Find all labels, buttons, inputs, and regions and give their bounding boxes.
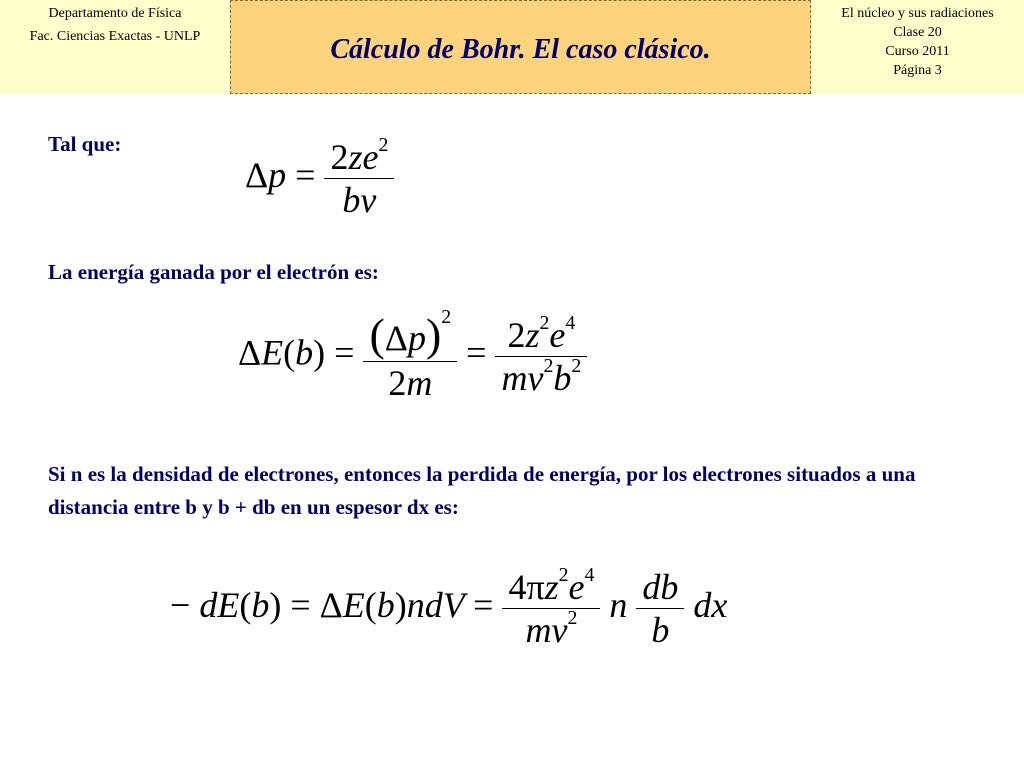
page-title: Cálculo de Bohr. El caso clásico. — [330, 34, 711, 65]
fraction-2z2e4-mv2b2: $\frac{2z^2e^4}{mv^2b^2}$ — [495, 314, 587, 399]
course-year: Curso 2011 — [885, 44, 950, 59]
header-left-panel — [0, 0, 230, 94]
course-name: El núcleo y sus radiaciones — [841, 6, 994, 21]
class-number: Clase 20 — [893, 25, 942, 40]
faculty-label: Fac. Ciencias Exactas - UNLP — [29, 29, 201, 44]
equation-energy-loss: − dE(b) = ΔE(b)ndV = $\frac{4\pi z^2e^4}{mv^2}$ n $\frac{db}{b}$ dx — [170, 564, 728, 650]
fraction-2ze2-bv: $\frac{2ze^2}{bv}$ — [324, 136, 394, 221]
header-right-panel — [811, 0, 1024, 94]
header-title-panel — [230, 0, 811, 94]
text-tal-que: Tal que: — [48, 132, 122, 156]
text-densidad-electrones: Si n es la densidad de electrones, entonces la perdida de energía, por los electrones situados a una distancia entre b y b + db en un espesor dx es: — [48, 462, 916, 519]
page-number: Página 3 — [893, 63, 942, 78]
equation-delta-p: Δp = $\frac{2ze^2}{bv}$ — [245, 136, 394, 221]
equation-delta-e: ΔE(b) = $\frac{(\Delta p)^2}{2m}$ = $\frac{2z^2e^4}{mv^2b^2}$ — [238, 308, 587, 404]
fraction-dp2-2m: $\frac{(\Delta p)^2}{2m}$ — [363, 308, 457, 404]
department-label: Departamento de Física — [48, 6, 182, 21]
fraction-4piz2e4-mv2: $\frac{4\pi z^2e^4}{mv^2}$ — [502, 566, 600, 651]
fraction-db-b: $\frac{db}{b}$ — [636, 566, 684, 651]
text-energia-ganada: La energía ganada por el electrón es: — [48, 260, 379, 284]
